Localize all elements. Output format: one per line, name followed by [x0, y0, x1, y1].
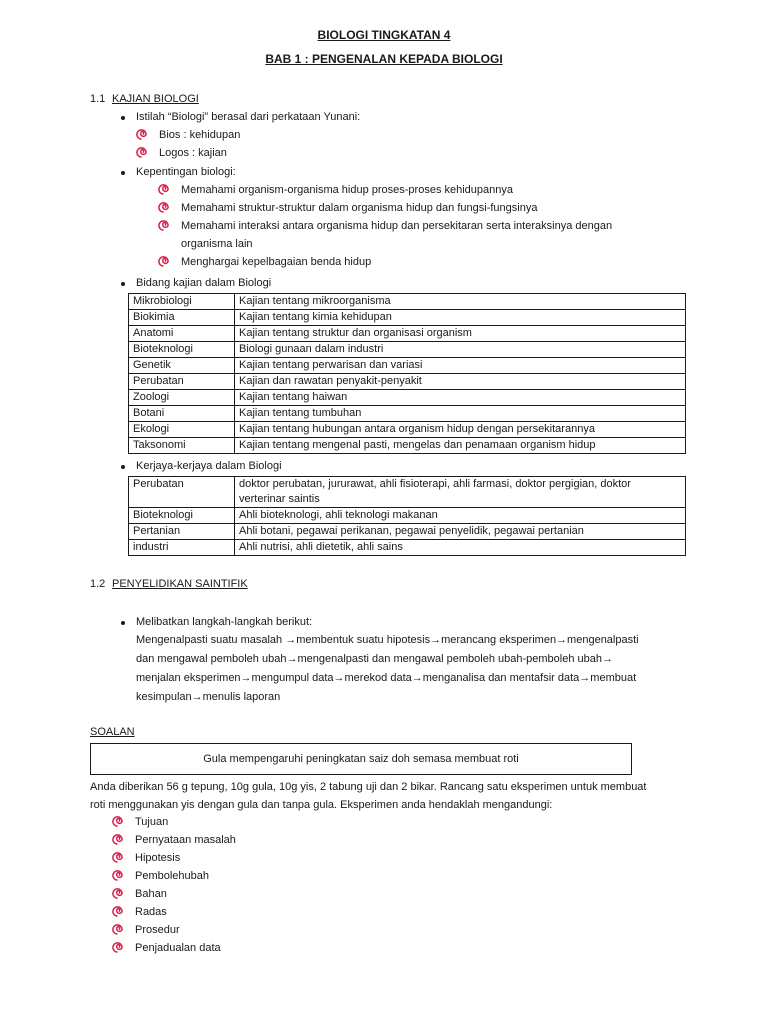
doc-subtitle: BAB 1 : PENGENALAN KEPADA BIOLOGI: [265, 52, 503, 66]
table-cell: Kajian tentang hubungan antara organism hidup dengan persekitarannya: [235, 422, 686, 438]
table-cell-line: doktor perubatan, jururawat, ahli fisioterapi, ahli farmasi, doktor pergigian, doktor: [239, 478, 631, 490]
soalan-item: Tujuan: [135, 816, 169, 828]
soalan-item: Hipotesis: [135, 852, 181, 864]
kepentingan-item: Memahami interaksi antara organisma hidup dan persekitaran serta interaksinya dengan: [181, 220, 613, 232]
bullet-dot-icon: [121, 116, 125, 120]
soalan-paragraph-line: Anda diberikan 56 g tepung, 10g gula, 10g yis, 2 tabung uji dan 2 bikar. Rancang satu eksperimen untuk membuat: [90, 781, 647, 793]
kepentingan-item: Memahami organism-organisma hidup proses-proses kehidupannya: [181, 184, 514, 196]
swirl-bullet-icon: [112, 870, 123, 881]
table-cell: Kajian tentang perwarisan dan variasi: [235, 358, 686, 374]
section-2-number: 1.2: [90, 578, 106, 590]
table-cell: Anatomi: [129, 326, 235, 342]
penyelidikan-intro: Melibatkan langkah-langkah berikut:: [136, 616, 313, 628]
swirl-bullet-icon: [158, 220, 169, 231]
kepentingan-item: Memahami struktur-struktur dalam organisma hidup dan fungsi-fungsinya: [181, 202, 538, 214]
table-cell: Perubatan: [129, 374, 235, 390]
swirl-bullet-icon: [158, 202, 169, 213]
doc-title: BIOLOGI TINGKATAN 4: [317, 28, 451, 42]
soalan-item: Prosedur: [135, 924, 180, 936]
table-cell: Kajian tentang mikroorganisma: [235, 294, 686, 310]
swirl-bullet-icon: [136, 147, 147, 158]
swirl-bullet-icon: [112, 924, 123, 935]
bullet-dot-icon: [121, 465, 125, 469]
table-cell: Ahli bioteknologi, ahli teknologi makanan: [235, 508, 686, 524]
swirl-bullet-icon: [112, 888, 123, 899]
table-cell: [235, 477, 686, 508]
swirl-bullet-icon: [158, 184, 169, 195]
table-row: [129, 326, 686, 342]
table-cell: Botani: [129, 406, 235, 422]
bullet-dot-icon: [121, 621, 125, 625]
procedure-line: dan mengawal pemboleh ubah→mengenalpasti dan mengawal pemboleh ubah-pemboleh ubah→: [136, 653, 613, 665]
table-row: [129, 422, 686, 438]
bullet-dot-icon: [121, 282, 125, 286]
procedure-line: kesimpulan→menulis laporan: [136, 691, 281, 703]
table-cell: industri: [129, 540, 235, 556]
swirl-bullet-icon: [112, 906, 123, 917]
soalan-item: Pembolehubah: [135, 870, 210, 882]
bidang-text: Bidang kajian dalam Biologi: [136, 277, 272, 289]
table-cell: Kajian tentang haiwan: [235, 390, 686, 406]
swirl-bullet-icon: [112, 816, 123, 827]
table-row: [129, 438, 686, 454]
table-cell: Kajian tentang kimia kehidupan: [235, 310, 686, 326]
table-cell: Taksonomi: [129, 438, 235, 454]
table-row: [129, 406, 686, 422]
table-cell: Ahli nutrisi, ahli dietetik, ahli sains: [235, 540, 686, 556]
table-cell: Perubatan: [129, 477, 235, 508]
table-cell: Pertanian: [129, 524, 235, 540]
swirl-bullet-icon: [158, 256, 169, 267]
istilah-text: Istilah “Biologi” berasal dari perkataan Yunani:: [136, 111, 361, 123]
section-2-heading: PENYELIDIKAN SAINTIFIK: [112, 578, 248, 590]
table-row: [129, 310, 686, 326]
table-cell: Genetik: [129, 358, 235, 374]
table-cell: Ekologi: [129, 422, 235, 438]
table-cell: Kajian tentang struktur dan organisasi organism: [235, 326, 686, 342]
swirl-bullet-icon: [112, 942, 123, 953]
table-row: [129, 374, 686, 390]
kepentingan-item: Menghargai kepelbagaian benda hidup: [181, 256, 372, 268]
bidang-table: [128, 293, 686, 454]
procedure-line: menjalan eksperimen→mengumpul data→merekod data→menganalisa dan mentafsir data→membuat: [136, 672, 637, 684]
question-box: Gula mempengaruhi peningkatan saiz doh semasa membuat roti: [90, 743, 632, 775]
table-cell: Kajian tentang tumbuhan: [235, 406, 686, 422]
table-row: [129, 358, 686, 374]
soalan-item: Pernyataan masalah: [135, 834, 236, 846]
soalan-item: Radas: [135, 906, 167, 918]
soalan-paragraph-line: roti menggunakan yis dengan gula dan tanpa gula. Eksperimen anda hendaklah mengandungi:: [90, 799, 553, 811]
istilah-item-bios: Bios : kehidupan: [159, 129, 241, 141]
swirl-bullet-icon: [112, 852, 123, 863]
bullet-dot-icon: [121, 171, 125, 175]
swirl-bullet-icon: [136, 129, 147, 140]
kepentingan-item-cont: organisma lain: [181, 238, 253, 250]
table-cell: Mikrobiologi: [129, 294, 235, 310]
table-row: [129, 390, 686, 406]
kepentingan-text: Kepentingan biologi:: [136, 166, 236, 178]
table-row: [129, 508, 686, 524]
table-cell: Biokimia: [129, 310, 235, 326]
table-row: [129, 294, 686, 310]
soalan-item: Bahan: [135, 888, 167, 900]
table-row: [129, 342, 686, 358]
kerjaya-text: Kerjaya-kerjaya dalam Biologi: [136, 460, 282, 472]
kerjaya-table: [128, 476, 686, 556]
table-cell: Kajian dan rawatan penyakit-penyakit: [235, 374, 686, 390]
swirl-bullet-icon: [112, 834, 123, 845]
table-row: [129, 524, 686, 540]
table-cell-line: verterinar saintis: [239, 493, 320, 505]
procedure-line: Mengenalpasti suatu masalah →membentuk suatu hipotesis→merancang eksperimen→mengenalpasti: [136, 634, 639, 646]
table-cell: Bioteknologi: [129, 508, 235, 524]
soalan-heading: SOALAN: [90, 726, 135, 738]
table-row: [129, 540, 686, 556]
section-1-heading: KAJIAN BIOLOGI: [112, 93, 199, 105]
table-cell: Ahli botani, pegawai perikanan, pegawai penyelidik, pegawai pertanian: [235, 524, 686, 540]
table-cell: Biologi gunaan dalam industri: [235, 342, 686, 358]
table-cell: Bioteknologi: [129, 342, 235, 358]
table-row: [129, 477, 686, 508]
section-1-number: 1.1: [90, 93, 106, 105]
table-cell: Kajian tentang mengenal pasti, mengelas dan penamaan organism hidup: [235, 438, 686, 454]
table-cell: Zoologi: [129, 390, 235, 406]
istilah-item-logos: Logos : kajian: [159, 147, 227, 159]
soalan-item: Penjadualan data: [135, 942, 221, 954]
